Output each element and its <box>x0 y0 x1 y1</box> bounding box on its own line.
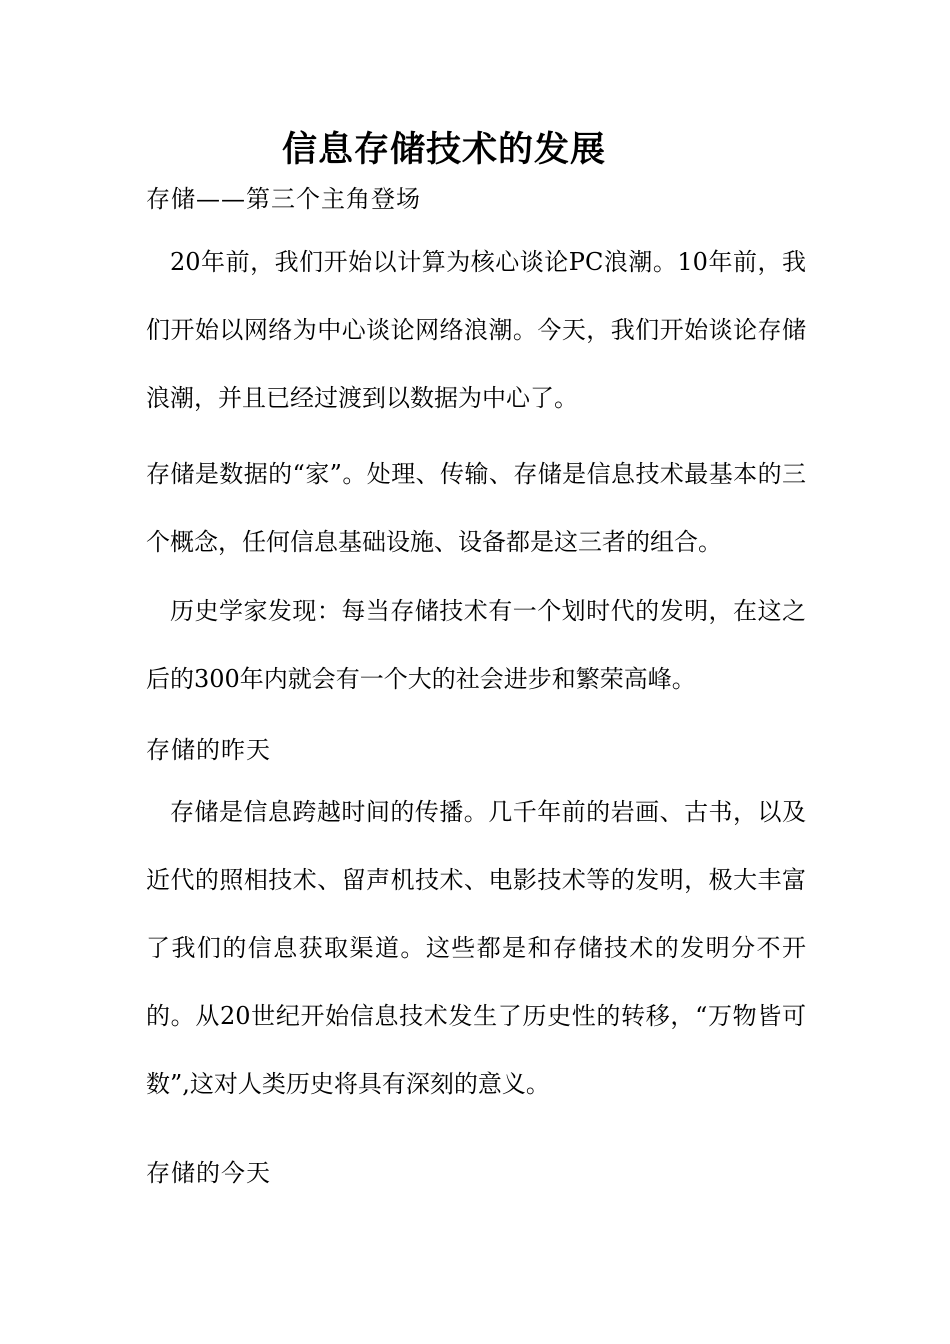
section-heading-storage-yesterday: 存储的昨天 <box>146 736 271 764</box>
document-title: 信息存储技术的发展 <box>281 129 606 170</box>
paragraph-storage-home: 存储是数据的“家”。处理、传输、存储是信息技术最基本的三个概念，任何信息基础设施、设备都是这三者的组合。 <box>146 460 806 556</box>
paragraph-storage-wave: 20年前，我们开始以计算为核心谈论PC浪潮。10年前，我们开始以网络为中心谈论网络浪潮。今天，我们开始谈论存储浪潮，并且已经过渡到以数据为中心了。 <box>146 248 806 412</box>
paragraph-historian-finding: 历史学家发现：每当存储技术有一个划时代的发明，在这之后的300年内就会有一个大的社会进步和繁荣高峰。 <box>146 597 806 693</box>
section-heading-storage-third-lead: 存储——第三个主角登场 <box>146 185 421 213</box>
section-heading-storage-today: 存储的今天 <box>146 1159 271 1187</box>
paragraph-storage-yesterday: 存储是信息跨越时间的传播。几千年前的岩画、古书，以及近代的照相技术、留声机技术、电影技术等的发明，极大丰富了我们的信息获取渠道。这些都是和存储技术的发明分不开的。从20世纪开始信息技术发生了历史性的转移，“万物皆可数”,这对人类历史将具有深刻的意义。 <box>146 798 806 1098</box>
